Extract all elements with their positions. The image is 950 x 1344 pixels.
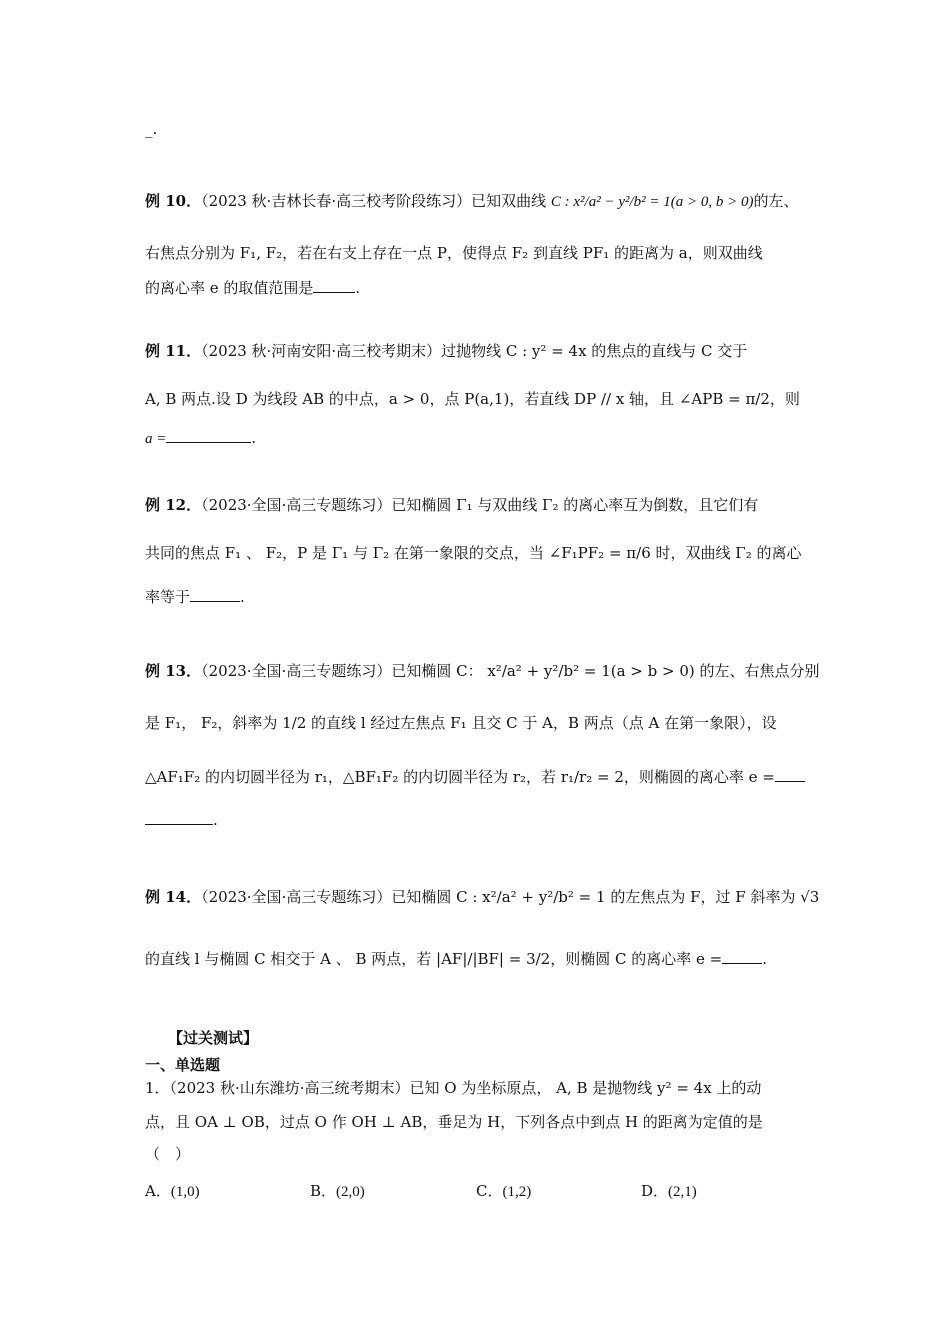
example-12-line-2: 共同的焦点 F₁ 、 F₂，P 是 Γ₁ 与 Γ₂ 在第一象限的交点，当 ∠F₁PF₂ = π/6 时，双曲线 Γ₂ 的离心 (145, 544, 802, 562)
question-1-source: （2023 秋·山东潍坊·高三统考期末） (169, 1079, 410, 1097)
example-12-line-3 (145, 586, 245, 607)
option-d[interactable] (641, 1180, 697, 1201)
example-10-label: 例 10． (145, 192, 202, 210)
example-13-line-3 (145, 766, 805, 787)
example-10-text-1b: 的左、 (753, 192, 799, 210)
example-13-line-4 (145, 810, 218, 829)
example-12-end: . (240, 588, 245, 606)
example-11-line-1 (145, 340, 747, 361)
example-14-text-2: 的直线 l 与椭圆 C 相交于 A 、 B 两点，若 |AF|/|BF| = 3/2，则椭圆 C 的离心率 e = (145, 950, 723, 968)
example-10-end: . (355, 279, 361, 297)
option-b[interactable] (310, 1180, 365, 1201)
answer-blank-continued (145, 810, 213, 825)
example-13-label: 例 13． (145, 662, 202, 680)
example-11-line-2: A, B 两点.设 D 为线段 AB 的中点，a > 0，点 P(a,1)，若直线 DP // x 轴，且 ∠APB = π/2，则 (145, 390, 800, 408)
example-13-source: （2023·全国·高三专题练习） (201, 662, 392, 680)
question-1-line-1 (145, 1077, 761, 1098)
answer-blank (190, 587, 240, 602)
example-11-line-3 (145, 428, 256, 448)
option-c[interactable] (476, 1180, 531, 1201)
example-14-line-2 (145, 948, 767, 969)
example-12-label: 例 12． (145, 496, 202, 514)
example-13-text-1: 已知椭圆 C： x²/a² + y²/b² = 1(a > b > 0) 的左、右焦点分别 (391, 662, 820, 680)
example-14-end: . (762, 950, 768, 968)
example-10-line-2: 右焦点分别为 F₁, F₂，若在右支上存在一点 P，使得点 F₂ 到直线 PF₁ 的距离为 a，则双曲线 (145, 244, 763, 262)
example-14-text-1: 已知椭圆 C : x²/a² + y²/b² = 1 的左焦点为 F，过 F 斜率为 √3 (391, 888, 820, 906)
option-b-key: B． (310, 1182, 337, 1200)
top-mark: _. (145, 120, 158, 138)
question-1-text-1: 已知 O 为坐标原点， A, B 是抛物线 y² = 4x 上的动 (409, 1079, 762, 1097)
example-14-line-1 (145, 886, 819, 907)
example-13-line-2: 是 F₁， F₂，斜率为 1/2 的直线 l 经过左焦点 F₁ 且交 C 于 A，B 两点（点 A 在第一象限），设 (145, 714, 777, 732)
example-12-source: （2023·全国·高三专题练习） (201, 496, 392, 514)
example-13-end: . (213, 811, 218, 829)
example-13-line-1 (145, 660, 820, 681)
answer-blank (722, 949, 762, 964)
answer-blank (313, 278, 355, 293)
option-b-value: (2,0) (336, 1184, 365, 1200)
section-title: 【过关测试】 (168, 1029, 259, 1047)
question-1-number: 1． (145, 1079, 170, 1097)
example-10-equation: C : x²/a² − y²/b² = 1(a > 0, b > 0) (550, 194, 754, 210)
example-11-text-1: 过抛物线 C : y² = 4x 的焦点的直线与 C 交于 (441, 342, 748, 360)
example-13-text-3: △AF₁F₂ 的内切圆半径为 r₁，△BF₁F₂ 的内切圆半径为 r₂，若 r₁/r₂ = 2，则椭圆的离心率 e = (145, 768, 775, 786)
example-14-source: （2023·全国·高三专题练习） (201, 888, 392, 906)
section-subtitle: 一、单选题 (145, 1056, 221, 1074)
answer-blank (775, 767, 805, 782)
option-a[interactable] (145, 1180, 200, 1201)
option-c-value: (1,2) (502, 1184, 532, 1200)
example-10-text-1a: 已知双曲线 (471, 192, 547, 210)
example-11-text-3: a = (145, 431, 167, 447)
example-12-line-1 (145, 494, 758, 515)
example-11-end: . (251, 429, 257, 447)
example-11-label: 例 11． (145, 342, 202, 360)
option-d-value: (2,1) (668, 1184, 697, 1200)
example-12-text-1: 已知椭圆 Γ₁ 与双曲线 Γ₂ 的离心率互为倒数，且它们有 (391, 496, 759, 514)
example-11-source: （2023 秋·河南安阳·高三校考期末） (201, 342, 442, 360)
option-d-key: D． (641, 1182, 669, 1200)
example-14-label: 例 14． (145, 888, 202, 906)
option-a-key: A． (145, 1182, 171, 1200)
example-10-source: （2023 秋·吉林长春·高三校考阶段练习） (201, 192, 472, 210)
answer-blank (166, 428, 251, 443)
example-10-line-3 (145, 277, 360, 298)
example-12-text-3: 率等于 (145, 588, 191, 606)
option-c-key: C． (476, 1182, 503, 1200)
option-a-value: (1,0) (170, 1184, 200, 1200)
question-1-answer-paren: （ ） (145, 1145, 191, 1163)
example-10-text-3: 的离心率 e 的取值范围是 (145, 279, 314, 297)
example-10-line-1 (145, 190, 799, 211)
question-1-line-2: 点，且 OA ⊥ OB，过点 O 作 OH ⊥ AB，垂足为 H，下列各点中到点 H 的距离为定值的是 (145, 1113, 763, 1131)
